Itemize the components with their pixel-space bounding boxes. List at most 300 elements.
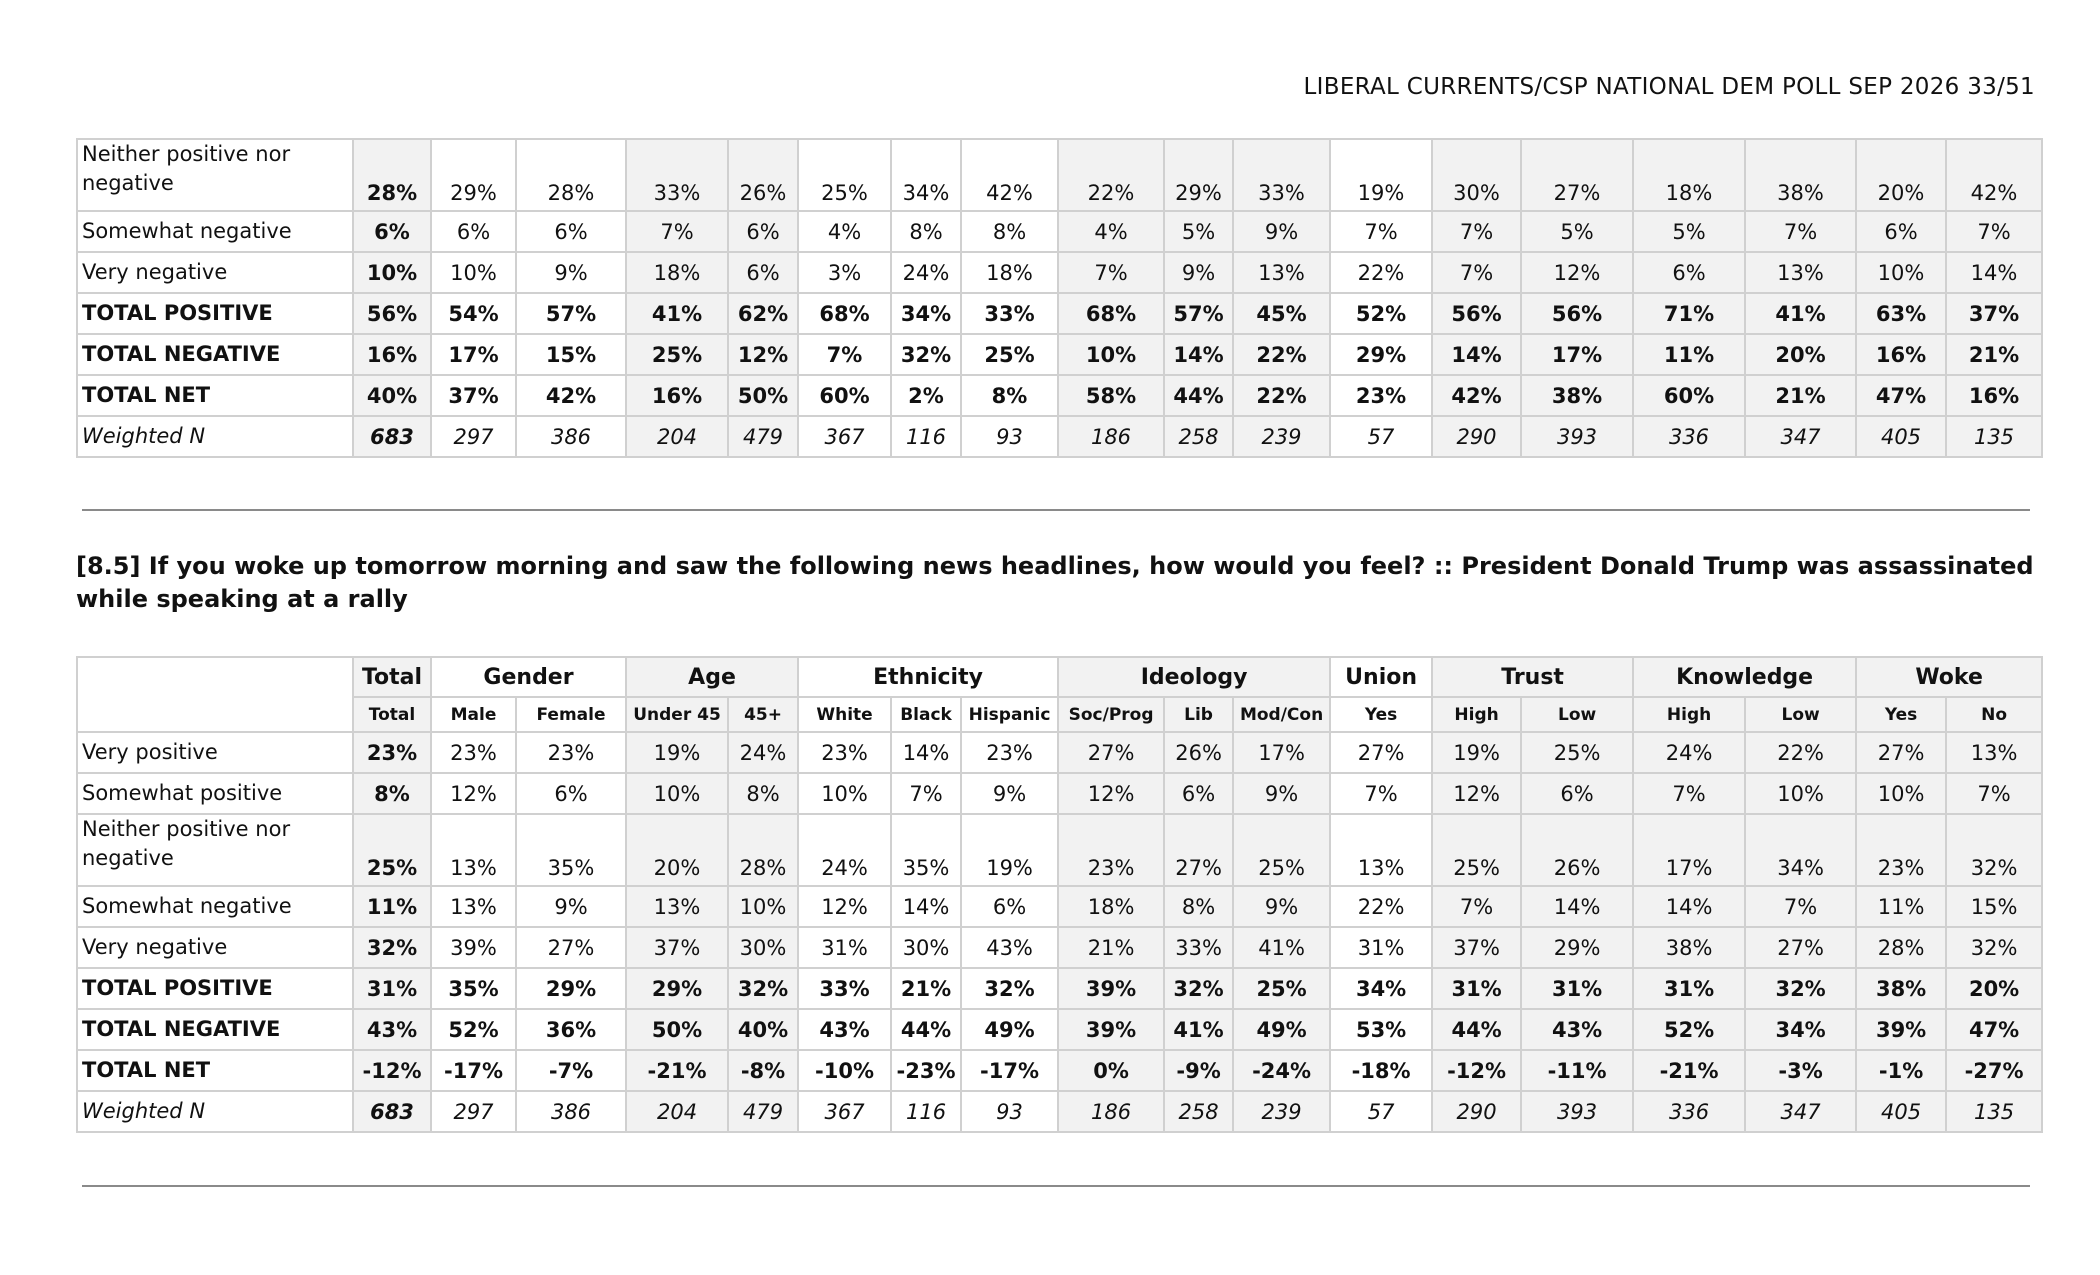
table-cell: 17% (1521, 334, 1633, 375)
table-cell: 10% (1058, 334, 1164, 375)
table-cell: 13% (1330, 814, 1432, 886)
table-cell: 16% (626, 375, 728, 416)
table-cell: 22% (1233, 375, 1330, 416)
table-cell: 10% (353, 252, 431, 293)
table-cell: 7% (1432, 252, 1521, 293)
table-cell: 49% (1233, 1009, 1330, 1050)
table-cell: 204 (626, 1091, 728, 1132)
table-row (77, 1009, 2042, 1050)
table-cell: 6% (728, 211, 798, 252)
table-cell: 39% (1058, 968, 1164, 1009)
table-cell: 44% (1432, 1009, 1521, 1050)
table-cell: 28% (516, 139, 626, 211)
table-cell: 56% (1432, 293, 1521, 334)
table-cell: 28% (353, 139, 431, 211)
table-cell: 186 (1058, 416, 1164, 457)
table-cell: 20% (626, 814, 728, 886)
table-cell: 386 (516, 1091, 626, 1132)
sub-header: Hispanic (961, 697, 1058, 732)
table-cell: 367 (798, 1091, 891, 1132)
table-cell: 7% (1432, 211, 1521, 252)
table-cell: 44% (1164, 375, 1233, 416)
sub-header: White (798, 697, 891, 732)
table-cell: 34% (891, 139, 961, 211)
table-cell: 8% (353, 773, 431, 814)
table-cell: 56% (353, 293, 431, 334)
table-cell: 21% (891, 968, 961, 1009)
table-cell: 31% (1432, 968, 1521, 1009)
group-header: Total (353, 657, 431, 697)
table-cell: 25% (1432, 814, 1521, 886)
table-cell: 18% (626, 252, 728, 293)
table-cell: 26% (728, 139, 798, 211)
table-row (77, 1050, 2042, 1091)
table-cell: 17% (431, 334, 516, 375)
table-cell: 258 (1164, 1091, 1233, 1132)
table-cell: 52% (431, 1009, 516, 1050)
table-cell: 135 (1946, 1091, 2042, 1132)
table-cell: 683 (353, 1091, 431, 1132)
table-cell: 4% (798, 211, 891, 252)
table-cell: 33% (798, 968, 891, 1009)
sub-header: High (1432, 697, 1521, 732)
table-cell: 347 (1745, 1091, 1856, 1132)
table-cell: -3% (1745, 1050, 1856, 1091)
table-cell: 9% (961, 773, 1058, 814)
section-divider (82, 1185, 2030, 1187)
table-cell: 32% (353, 927, 431, 968)
table-cell: 13% (1745, 252, 1856, 293)
row-label: TOTAL POSITIVE (77, 293, 353, 334)
table-cell: 54% (431, 293, 516, 334)
sub-header: No (1946, 697, 2042, 732)
table-cell: 47% (1856, 375, 1946, 416)
table-cell: 26% (1521, 814, 1633, 886)
table-cell: 6% (728, 252, 798, 293)
group-header-row (77, 657, 2042, 697)
table-cell: 11% (353, 886, 431, 927)
table-cell: 8% (961, 375, 1058, 416)
table-cell: 22% (1330, 252, 1432, 293)
table-cell: -18% (1330, 1050, 1432, 1091)
row-label: Very negative (77, 252, 353, 293)
table-cell: -24% (1233, 1050, 1330, 1091)
sub-header: Yes (1330, 697, 1432, 732)
table-cell: 33% (961, 293, 1058, 334)
sub-header: Male (431, 697, 516, 732)
table-row (77, 968, 2042, 1009)
table-cell: 7% (626, 211, 728, 252)
table-cell: 239 (1233, 416, 1330, 457)
table-cell: 9% (1164, 252, 1233, 293)
table-cell: 45% (1233, 293, 1330, 334)
sub-header: 45+ (728, 697, 798, 732)
row-label: TOTAL NEGATIVE (77, 334, 353, 375)
table-cell: 21% (1946, 334, 2042, 375)
table-cell: 63% (1856, 293, 1946, 334)
table-cell: 30% (1432, 139, 1521, 211)
table-row (77, 814, 2042, 886)
table-cell: 31% (1521, 968, 1633, 1009)
table-cell: -7% (516, 1050, 626, 1091)
table-row (77, 886, 2042, 927)
table-cell: 50% (626, 1009, 728, 1050)
row-label: TOTAL NET (77, 375, 353, 416)
table-cell: 93 (961, 416, 1058, 457)
table-cell: 116 (891, 416, 961, 457)
table-cell: 2% (891, 375, 961, 416)
table-cell: 10% (798, 773, 891, 814)
table-cell: 40% (728, 1009, 798, 1050)
table-row (77, 139, 2042, 211)
table-cell: 22% (1745, 732, 1856, 773)
table-cell: 6% (431, 211, 516, 252)
row-label: Weighted N (77, 1091, 353, 1132)
group-header: Ethnicity (798, 657, 1058, 697)
sub-header: Female (516, 697, 626, 732)
table-cell: 16% (1946, 375, 2042, 416)
sub-header: Black (891, 697, 961, 732)
table-cell: 116 (891, 1091, 961, 1132)
table-cell: 5% (1521, 211, 1633, 252)
row-label: Somewhat negative (77, 886, 353, 927)
table-cell: 27% (1521, 139, 1633, 211)
row-label: Somewhat positive (77, 773, 353, 814)
table-cell: -17% (961, 1050, 1058, 1091)
table-cell: 20% (1946, 968, 2042, 1009)
table-cell: 14% (1946, 252, 2042, 293)
table-cell: 3% (798, 252, 891, 293)
table-cell: -10% (798, 1050, 891, 1091)
table-row (77, 416, 2042, 457)
table-cell: 29% (1330, 334, 1432, 375)
table-cell: 68% (1058, 293, 1164, 334)
table-cell: 25% (798, 139, 891, 211)
question-title: [8.5] If you woke up tomorrow morning and saw the following news headlines, how would you feel? :: President Donald Trump was assassinated while speaking at a rally (76, 552, 2034, 613)
table-cell: 0% (1058, 1050, 1164, 1091)
table-cell: 34% (1745, 814, 1856, 886)
table-cell: 25% (1521, 732, 1633, 773)
row-label: TOTAL NET (77, 1050, 353, 1091)
table-cell: 37% (1946, 293, 2042, 334)
table-cell: 28% (728, 814, 798, 886)
table-cell: 37% (431, 375, 516, 416)
table-cell: 683 (353, 416, 431, 457)
table-cell: 34% (891, 293, 961, 334)
table-cell: 23% (798, 732, 891, 773)
table-cell: 6% (516, 211, 626, 252)
table-cell: 13% (1946, 732, 2042, 773)
table-cell: 43% (1521, 1009, 1633, 1050)
table-cell: 7% (891, 773, 961, 814)
table-cell: 39% (1856, 1009, 1946, 1050)
table-cell: 8% (891, 211, 961, 252)
table-cell: 18% (961, 252, 1058, 293)
table-cell: 27% (1058, 732, 1164, 773)
table-cell: 16% (353, 334, 431, 375)
table-cell: 41% (1164, 1009, 1233, 1050)
table-cell: 10% (431, 252, 516, 293)
table-cell: 7% (1946, 773, 2042, 814)
table-cell: 57 (1330, 416, 1432, 457)
table-cell: 25% (353, 814, 431, 886)
table-cell: -21% (626, 1050, 728, 1091)
table-row (77, 927, 2042, 968)
group-header: Union (1330, 657, 1432, 697)
table-cell: 71% (1633, 293, 1745, 334)
table-cell: 27% (516, 927, 626, 968)
table-cell: -12% (353, 1050, 431, 1091)
sub-header: Mod/Con (1233, 697, 1330, 732)
table-cell: 479 (728, 416, 798, 457)
table-cell: 25% (961, 334, 1058, 375)
table-cell: 7% (1633, 773, 1745, 814)
table-cell: 7% (1058, 252, 1164, 293)
table-cell: 38% (1856, 968, 1946, 1009)
table-cell: 23% (1058, 814, 1164, 886)
table-cell: 6% (516, 773, 626, 814)
table-cell: 29% (431, 139, 516, 211)
table-cell: 34% (1745, 1009, 1856, 1050)
table-cell: 29% (626, 968, 728, 1009)
table-cell: 9% (1233, 886, 1330, 927)
table-cell: 4% (1058, 211, 1164, 252)
table-cell: 33% (1164, 927, 1233, 968)
row-label: Weighted N (77, 416, 353, 457)
table-cell: 37% (1432, 927, 1521, 968)
table-cell: 13% (1233, 252, 1330, 293)
table-cell: 27% (1745, 927, 1856, 968)
crosstab-table-2 (76, 656, 2043, 1133)
table-cell: 10% (626, 773, 728, 814)
table-cell: -8% (728, 1050, 798, 1091)
table-row (77, 732, 2042, 773)
table-cell: 19% (1432, 732, 1521, 773)
table-cell: 35% (516, 814, 626, 886)
table-cell: 23% (961, 732, 1058, 773)
table-cell: 7% (1745, 211, 1856, 252)
table-cell: 6% (1521, 773, 1633, 814)
table-cell: 24% (798, 814, 891, 886)
table-cell: 23% (516, 732, 626, 773)
table-cell: 57% (516, 293, 626, 334)
table-cell: 15% (1946, 886, 2042, 927)
table-cell: 43% (353, 1009, 431, 1050)
table-cell: 57% (1164, 293, 1233, 334)
table-cell: 24% (891, 252, 961, 293)
table-cell: 6% (961, 886, 1058, 927)
table-cell: 14% (1164, 334, 1233, 375)
table-cell: 11% (1633, 334, 1745, 375)
table-cell: 43% (798, 1009, 891, 1050)
row-label: TOTAL NEGATIVE (77, 1009, 353, 1050)
table-cell: 47% (1946, 1009, 2042, 1050)
table-cell: 35% (431, 968, 516, 1009)
table-cell: 25% (1233, 814, 1330, 886)
group-header: Ideology (1058, 657, 1330, 697)
table-cell: 7% (798, 334, 891, 375)
table-cell: 336 (1633, 1091, 1745, 1132)
table-cell: -23% (891, 1050, 961, 1091)
table-cell: 8% (1164, 886, 1233, 927)
table-cell: 7% (1330, 773, 1432, 814)
table-cell: 19% (961, 814, 1058, 886)
table-cell: 14% (891, 886, 961, 927)
table-cell: 42% (1946, 139, 2042, 211)
table-row (77, 334, 2042, 375)
row-label: Very positive (77, 732, 353, 773)
table-cell: 6% (1633, 252, 1745, 293)
table-cell: 32% (1745, 968, 1856, 1009)
table-cell: 12% (431, 773, 516, 814)
table-cell: 10% (1856, 773, 1946, 814)
table-cell: 32% (961, 968, 1058, 1009)
table-cell: 135 (1946, 416, 2042, 457)
table-cell: 29% (1521, 927, 1633, 968)
table-cell: 41% (626, 293, 728, 334)
table-cell: 32% (1946, 927, 2042, 968)
table-cell: 25% (626, 334, 728, 375)
table-cell: 31% (1633, 968, 1745, 1009)
table-cell: 33% (626, 139, 728, 211)
table-cell: 30% (891, 927, 961, 968)
group-header: Knowledge (1633, 657, 1856, 697)
table-cell: 33% (1233, 139, 1330, 211)
table-cell: 93 (961, 1091, 1058, 1132)
table-cell: 13% (431, 814, 516, 886)
table-cell: 12% (1058, 773, 1164, 814)
table-cell: 367 (798, 416, 891, 457)
table-cell: 30% (728, 927, 798, 968)
table-cell: 43% (961, 927, 1058, 968)
table-cell: 9% (516, 886, 626, 927)
table-cell: 6% (353, 211, 431, 252)
table-cell: 16% (1856, 334, 1946, 375)
table-cell: 290 (1432, 1091, 1521, 1132)
table-cell: 6% (1164, 773, 1233, 814)
header-corner (77, 657, 353, 732)
table-cell: 386 (516, 416, 626, 457)
table-cell: 23% (431, 732, 516, 773)
row-label: Somewhat negative (77, 211, 353, 252)
table-cell: 5% (1164, 211, 1233, 252)
table-cell: 39% (431, 927, 516, 968)
section-divider (82, 509, 2030, 511)
table-cell: 186 (1058, 1091, 1164, 1132)
table-cell: 17% (1233, 732, 1330, 773)
table-cell: 27% (1856, 732, 1946, 773)
table-cell: 52% (1633, 1009, 1745, 1050)
table-cell: 12% (728, 334, 798, 375)
table-cell: 21% (1058, 927, 1164, 968)
table-cell: 41% (1233, 927, 1330, 968)
table-cell: 37% (626, 927, 728, 968)
table-cell: 31% (353, 968, 431, 1009)
table-cell: 393 (1521, 1091, 1633, 1132)
table-cell: 14% (1521, 886, 1633, 927)
table-cell: 17% (1633, 814, 1745, 886)
table-cell: -11% (1521, 1050, 1633, 1091)
table-cell: 23% (353, 732, 431, 773)
table-cell: 32% (1164, 968, 1233, 1009)
table-cell: 42% (961, 139, 1058, 211)
table-cell: 10% (728, 886, 798, 927)
table-cell: 393 (1521, 416, 1633, 457)
table-cell: 297 (431, 1091, 516, 1132)
sub-header: Total (353, 697, 431, 732)
table-cell: 14% (1432, 334, 1521, 375)
group-header: Gender (431, 657, 626, 697)
table-cell: 18% (1633, 139, 1745, 211)
table-cell: -1% (1856, 1050, 1946, 1091)
sub-header: Lib (1164, 697, 1233, 732)
table-cell: 9% (516, 252, 626, 293)
table-cell: -17% (431, 1050, 516, 1091)
table-cell: 49% (961, 1009, 1058, 1050)
table-cell: 38% (1745, 139, 1856, 211)
table-cell: 23% (1330, 375, 1432, 416)
table-cell: 7% (1330, 211, 1432, 252)
table-row (77, 252, 2042, 293)
table-cell: 31% (798, 927, 891, 968)
table-cell: 40% (353, 375, 431, 416)
sub-header-row (77, 697, 2042, 732)
table-cell: 32% (891, 334, 961, 375)
group-header: Age (626, 657, 798, 697)
table-cell: 13% (626, 886, 728, 927)
table-cell: 8% (728, 773, 798, 814)
table-cell: 22% (1330, 886, 1432, 927)
table-cell: 38% (1521, 375, 1633, 416)
table-cell: 35% (891, 814, 961, 886)
table-cell: 42% (1432, 375, 1521, 416)
table-cell: 32% (728, 968, 798, 1009)
table-cell: -12% (1432, 1050, 1521, 1091)
table-cell: 32% (1946, 814, 2042, 886)
table-cell: 15% (516, 334, 626, 375)
table-cell: 7% (1745, 886, 1856, 927)
table-cell: 20% (1856, 139, 1946, 211)
table-cell: 9% (1233, 211, 1330, 252)
table-cell: 19% (626, 732, 728, 773)
table-cell: 479 (728, 1091, 798, 1132)
table-cell: 57 (1330, 1091, 1432, 1132)
table-cell: 39% (1058, 1009, 1164, 1050)
table-cell: 12% (798, 886, 891, 927)
table-cell: 60% (798, 375, 891, 416)
table-cell: 24% (728, 732, 798, 773)
group-header: Woke (1856, 657, 2042, 697)
table-cell: 20% (1745, 334, 1856, 375)
table-cell: 5% (1633, 211, 1745, 252)
table-cell: -9% (1164, 1050, 1233, 1091)
table-row (77, 773, 2042, 814)
table-cell: 60% (1633, 375, 1745, 416)
table-cell: 27% (1164, 814, 1233, 886)
sub-header: Low (1745, 697, 1856, 732)
table-cell: 8% (961, 211, 1058, 252)
row-label: TOTAL POSITIVE (77, 968, 353, 1009)
table-cell: 34% (1330, 968, 1432, 1009)
table-cell: 26% (1164, 732, 1233, 773)
table-cell: 12% (1521, 252, 1633, 293)
row-label: Neither positive nor negative (77, 814, 353, 886)
table-cell: 22% (1233, 334, 1330, 375)
table-cell: 405 (1856, 1091, 1946, 1132)
table-cell: 28% (1856, 927, 1946, 968)
sub-header: Yes (1856, 697, 1946, 732)
sub-header: Under 45 (626, 697, 728, 732)
